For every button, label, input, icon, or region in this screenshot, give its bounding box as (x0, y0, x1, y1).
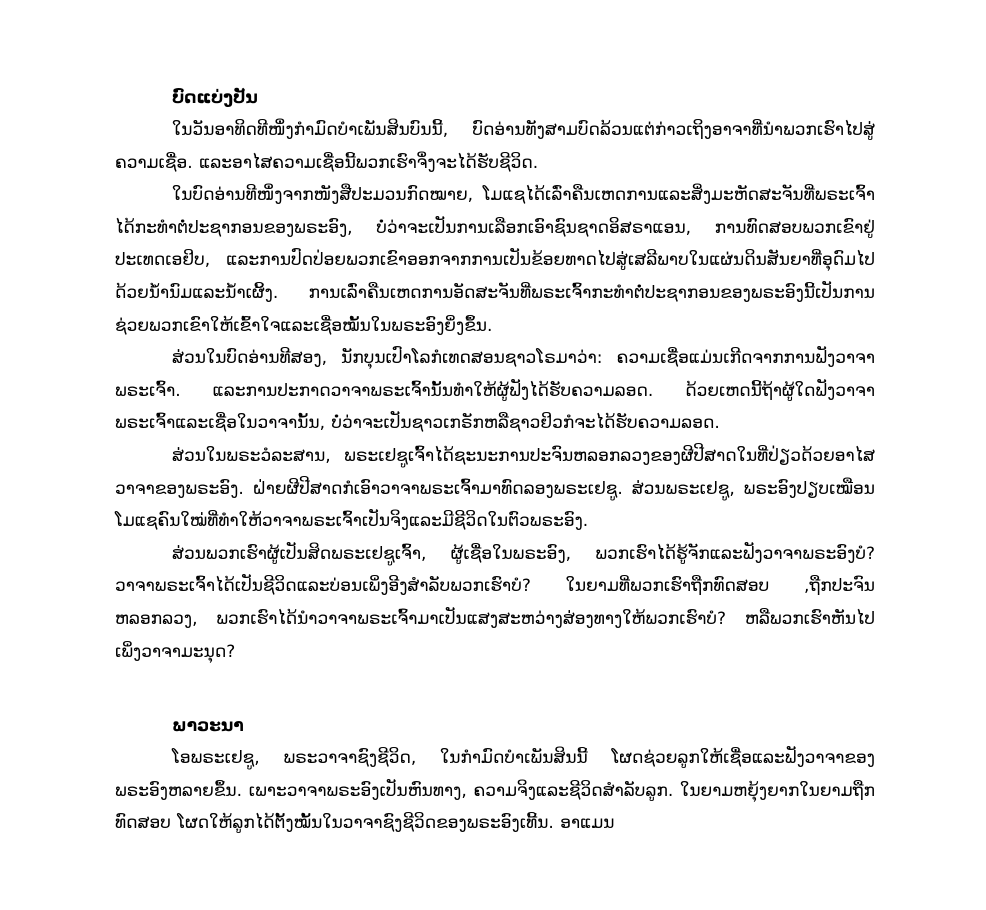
paragraph: ໃນວັນອາທິດທີໜຶ່ງກໍາມົດບໍາເພັນສິນບົນນີ້, ບົດອ່ານທັງສາມບົດລ້ວນແຕ່ກ່າວເຖິງອາຈາທີ່ນໍາພວກເຮົາໄປສູ່ຄວາມເຊື່ອ. ແລະອາໄສຄວາມເຊື່ອນີ້ພວກເຮົາຈຶ່ງຈະໄດ້ຮັບຊີວິດ. (115, 120, 875, 173)
paragraph: ສ່ວນໃນພຣະວໍລະສານ, ພຣະເຢຊູເຈົ້າໄດ້ຊະນະການປະຈົນຫລອກລວງຂອງຜີປີສາດໃນທີ່ປ່ຽວດ້ວຍອາໄສວາຈາຂອງພຣະອົງ. ຝ່າຍຜີປີສາດກໍເອົາວາຈາພຣະເຈົ້າມາທົດລອງພຣະເຢຊູ. ສ່ວນພຣະເຢຊູ, ພຣະອົງປຽບເໝືອນໂມແຊຄົນໃໝ່ທີ່ທໍາໃຫ້ວາຈາພຣະເຈົ້າເປັນຈິງແລະມີຊີວິດໃນຕົວພຣະອົງ. (115, 445, 875, 532)
section-heading-prayer: ພາວະນາ (172, 716, 244, 737)
paragraph: ສ່ວນໃນບົດອ່ານທີສອງ, ນັກບຸນເປົາໂລກໍເທດສອນຊາວໂຣມາວ່າ: ຄວາມເຊື່ອແມ່ນເກີດຈາກການຟັງວາຈາພຣະເຈົ້າ. ແລະການປະກາດວາຈາພຣະເຈົ້ານັ້ນທໍາໃຫ້ຜູ້ຟັງໄດ້ຮັບຄວາມລອດ. ດ້ວຍເຫດນີ້ຖ້າຜູ້ໃດຟັງວາຈາພຣະເຈົ້າແລະເຊື່ອໃນວາຈານັ້ນ, ບໍ່ວ່າຈະເປັນຊາວເກຣັກຫລືຊາວຢິວກໍຈະໄດ້ຮັບຄວາມລອດ. (115, 348, 875, 434)
paragraph: ໂອພຣະເຢຊູ, ພຣະວາຈາຊົງຊີວິດ, ໃນກໍາມົດບໍາເພັນສິນນີ້ ໂຜດຊ່ວຍລູກໃຫ້ເຊື່ອແລະຟັງວາຈາຂອງພຣະອົງຫລາຍຂຶ້ນ. ເພາະວາຈາພຣະອົງເປັນຫົນທາງ, ຄວາມຈິງແລະຊີວິດສໍາລັບລູກ. ໃນຍາມຫຍຸ້ງຍາກໃນຍາມຖືກທົດສອບ ໂຜດໃຫ້ລູກໄດ້ຕັ້ງໝັ້ນໃນວາຈາຊົງຊີວິດຂອງພຣະອົງເທີ້ນ. ອາແມນ (115, 748, 875, 834)
paragraph: ສ່ວນພວກເຮົາຜູ້ເປັນສິດພຣະເຢຊູເຈົ້າ, ຜູ້ເຊື່ອໃນພຣະອົງ, ພວກເຮົາໄດ້ຮູ້ຈັກແລະຟັງວາຈາພຣະອົງບໍ? ວາຈາພຣະເຈົ້າໄດ້ເປັນຊີວິດແລະບ່ອນເພິ່ງອີງສໍາລັບພວກເຮົາບໍ? ໃນຍາມທີ່ພວກເຮົາຖືກທົດສອບ ,ຖືກປະຈົນຫລອກລວງ, ພວກເຮົາໄດ້ນໍາວາຈາພຣະເຈົ້າມາເປັນແສງສະຫວ່າງສ່ອງທາງໃຫ້ພວກເຮົາບໍ? ຫລືພວກເຮົາຫັນໄປເພິ່ງວາຈາມະນຸດ? (115, 543, 875, 662)
section-spacer (115, 668, 875, 710)
paragraph: ໃນບົດອ່ານທີໜຶ່ງຈາກໜັງສືປະມວນກົດໝາຍ, ໂມແຊໄດ້ເລົ່າຄືນເຫດການແລະສິ່ງມະຫັດສະຈັນທີ່ພຣະເຈົ້າໄດ້ກະທໍາຕໍ່ປະຊາກອນຂອງພຣະອົງ, ບໍ່ວ່າຈະເປັນການເລືອກເອົາຊົນຊາດອິສຣາແອນ, ການທົດສອບພວກເຂົາຢູ່ປະເທດເອຢິບ, ແລະການປົດປ່ອຍພວກເຂົາອອກຈາກການເປັນຂ້ອຍທາດໄປສູ່ເສລີພາບໃນແຜ່ນດິນສັນຍາທີ່ອຸດົມໄປດ້ວຍນໍ້ານົມແລະນໍ້າເຜິ້ງ. ການເລົ່າຄືນເຫດການອັດສະຈັນທີ່ພຣະເຈົ້າກະທໍາຕໍ່ປະຊາກອນຂອງພຣະອົງນີ້ເປັນການຊ່ວຍພວກເຂົາໃຫ້ເຂົ້າໃຈແລະເຊື່ອໝັ້ນໃນພຣະອົງຍິ່ງຂຶ້ນ. (115, 185, 875, 336)
section-heading-reflection: ບົດແບ່ງປັນ (172, 88, 258, 108)
document-content (115, 82, 875, 840)
